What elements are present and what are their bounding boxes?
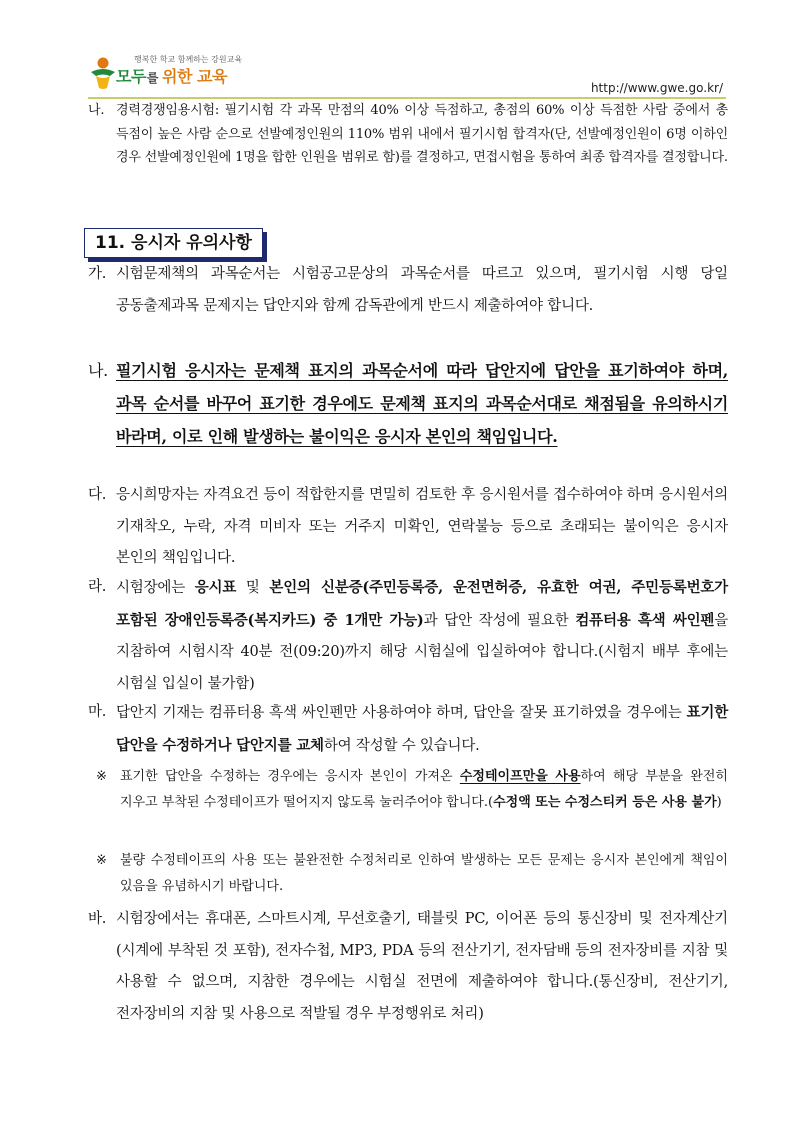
notice-item-da [88, 480, 728, 575]
section-title: 11. 응시자 유의사항 [95, 233, 252, 253]
brand-word-3: 위한 교육 [162, 67, 227, 86]
item-text [116, 572, 728, 700]
section-title-box [84, 228, 263, 258]
text-run: 답안지 기재는 컴퓨터용 흑색 싸인펜만 사용하여야 하며, 답안을 잘못 표기하였을 경우에는 [116, 705, 687, 721]
notice-item-ga [88, 259, 728, 322]
underlined-run: 수정테이프만을 사용 [459, 769, 581, 784]
text-run: 하여 작성할 수 있습니다. [323, 737, 480, 754]
notice-item-ba [88, 904, 728, 1030]
note-mark: ※ [96, 769, 107, 784]
brand-word-1: 모두 [116, 67, 146, 86]
note-defective-tape [96, 848, 728, 899]
item-text: 응시희망자는 자격요건 등이 적합한지를 면밀히 검토한 후 응시원서를 접수하여야 하며 응시원서의 기재착오, 누락, 자격 미비자 또는 거주지 미확인, 연락불능 등으로 초래되는 불이익은 응시자 본인의 책임입니다. [116, 487, 728, 566]
bold-run: 표기한 답안을 수정하거나 답안지를 교체 [116, 704, 728, 754]
text-run: 하여 해당 부분을 완전히 지우고 부착된 수정테이프가 떨어지지 않도록 눌러주어야 합니다.( [120, 769, 728, 810]
text-run: 과 답안 작성에 필요한 [423, 612, 576, 629]
note-mark: ※ [96, 853, 107, 868]
item-text [116, 697, 728, 762]
text-run: ) [716, 794, 722, 810]
page-header [0, 0, 793, 104]
item-text: 시험문제책의 과목순서는 시험공고문상의 과목순서를 따르고 있으며, 필기시험 시행 당일 공동출제과목 문제지는 답안지와 함께 감독관에게 반드시 제출하여야 합니다. [116, 266, 728, 314]
item-mark: 바. [88, 911, 107, 927]
item-mark: 나. [88, 103, 105, 118]
header-tagline: 행복한 학교 함께하는 강원교육 [134, 55, 243, 64]
header-url[interactable]: http://www.gwe.go.kr/ [590, 81, 723, 95]
gangwon-education-logo [88, 56, 118, 90]
text-run: 을 지참하여 시험시작 40분 전(09:20)까지 해당 시험실에 입실하여야 합니다.(시험지 배부 후에는 시험실 입실이 불가함) [116, 612, 729, 692]
item-mark: 다. [88, 487, 107, 503]
item-mark: 라. [88, 579, 107, 595]
item-mark: 나. [88, 361, 108, 380]
notice-item-ra [88, 572, 728, 700]
note-correction-tape [96, 764, 728, 815]
bold-run [460, 769, 581, 784]
item-text: 시험장에서는 휴대폰, 스마트시계, 무선호출기, 태블릿 PC, 이어폰 등의 통신장비 및 전자계산기(시계에 부착된 것 포함), 전자수첩, MP3, PDA 등의 전산기기, 전자담배 등의 전자장비를 지참 및 사용할 수 없으며, 지참한 경우에는 시험실 전면에 제출하여야 합니다.(통신장비, 전산기기, 전자장비의 지참 및 사용으로 적발될 경우 부정행위로 처리) [116, 911, 728, 1022]
bold-run: 수정액 또는 수정스티커 등은 사용 불가 [493, 794, 717, 810]
text-run: 및 [236, 580, 270, 596]
item-mark: 가. [88, 266, 107, 282]
header-brand [116, 64, 227, 87]
note-text: 불량 수정테이프의 사용 또는 불완전한 수정처리로 인하여 발생하는 모든 문제는 응시자 본인에게 책임이 있음을 유념하시기 바랍니다. [120, 853, 728, 894]
note-text [120, 764, 728, 815]
bold-run: 컴퓨터용 흑색 싸인펜 [575, 611, 715, 629]
item-mark: 마. [88, 704, 107, 720]
brand-word-2: 를 [146, 71, 159, 85]
item-text: 경력경쟁임용시험: 필기시험 각 과목 만점의 40% 이상 득점하고, 총점의 60% 이상 득점한 사람 중에서 총 득점이 높은 사람 순으로 선발예정인원의 110% 범위 내에서 필기시험 합격자(단, 선발예정인원이 6명 이하인 경우 선발예정인원에 1명을 합한 인원을 범위로 함)를 결정하고, 면접시험을 통하여 최종 합격자를 결정합니다. [116, 103, 728, 165]
recruit-item-na [88, 99, 728, 170]
notice-item-na [88, 354, 728, 453]
text-run: 시험장에는 [116, 580, 195, 596]
item-text: 필기시험 응시자는 문제책 표지의 과목순서에 따라 답안지에 답안을 표기하여야 하며, 과목 순서를 바꾸어 표기한 경우에도 문제책 표지의 과목순서대로 채점됨을 유의하시기 바라며, 이로 인해 발생하는 불이익은 응시자 본인의 책임입니다. [116, 361, 728, 446]
bold-run: 응시표 [194, 579, 237, 596]
notice-item-ma [88, 697, 728, 762]
bold-run: 본인의 신분증(주민등록증, 운전면허증, 유효한 여권, 주민등록번호가 포함된 장애인등록증(복지카드) 중 1개만 가능) [116, 579, 728, 629]
text-run: 표기한 답안을 수정하는 경우에는 응시자 본인이 가져온 [120, 769, 460, 784]
